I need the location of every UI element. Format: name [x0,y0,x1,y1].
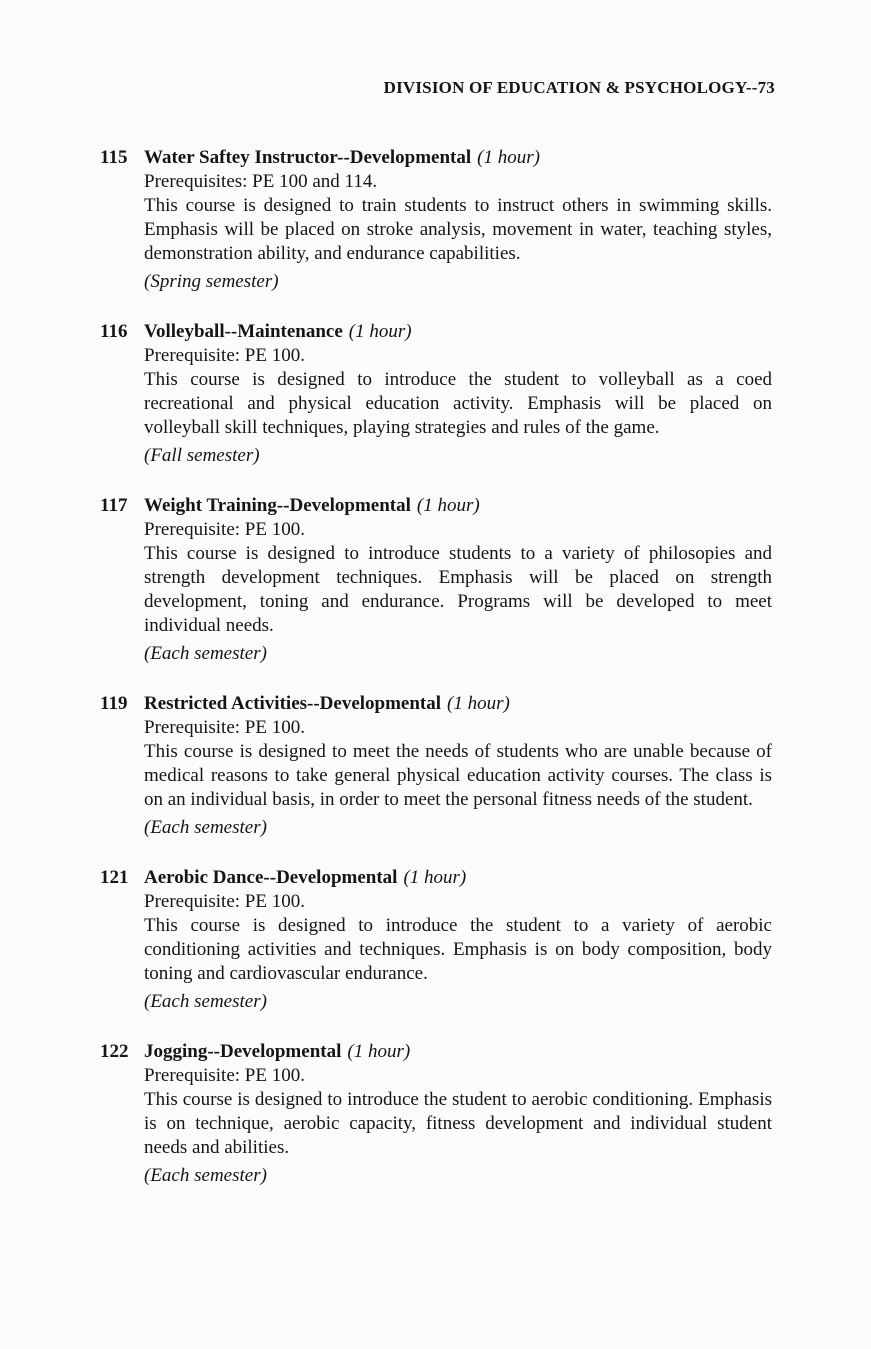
course-semester: (Each semester) [144,817,267,838]
course-title: Volleyball--Maintenance [144,321,343,342]
course-number: 117 [100,495,128,516]
running-header: DIVISION OF EDUCATION & PSYCHOLOGY--73 [383,78,775,97]
course-description: This course is designed to train students to instruct others in swimming skills. Emphasis will be placed on stroke analysis, movement in water, teaching styles, demonstration ability, and endurance capabilities. [144,195,772,264]
course-number: 119 [100,693,128,714]
course-number: 115 [100,147,128,168]
course-number: 116 [100,321,128,342]
course-title: Aerobic Dance--Developmental [144,867,398,888]
course-description: This course is designed to introduce the student to volleyball as a coed recreational and physical education activity. Emphasis will be placed on volleyball skill techniques, playing strategies and rules of the game. [144,369,772,438]
course-hours: (1 hour) [347,1041,411,1062]
course-title: Jogging--Developmental [144,1041,342,1062]
course-body [144,890,772,1014]
course-description: This course is designed to meet the needs of students who are unable because of medical reasons to take general physical education activity courses. The class is on an individual basis, in order to meet the personal fitness needs of the student. [144,741,772,810]
course-entry-116 [100,320,772,468]
course-hours: (1 hour) [447,693,510,714]
course-list [100,146,772,1214]
course-body [144,170,772,294]
course-body [144,518,772,666]
course-prerequisite: Prerequisite: PE 100. [144,717,305,738]
course-heading [100,146,772,170]
course-prerequisite: Prerequisite: PE 100. [144,519,305,540]
course-heading [100,320,772,344]
course-hours: (1 hour) [403,867,467,888]
course-number: 122 [100,1041,129,1062]
course-hours: (1 hour) [348,321,412,342]
course-prerequisite: Prerequisite: PE 100. [144,1065,305,1086]
course-prerequisite: Prerequisite: PE 100. [144,891,305,912]
course-description: This course is designed to introduce students to a variety of philosopies and strength development techniques. Emphasis will be placed on strength development, toning and endurance. Programs will be developed to meet individual needs. [144,543,772,636]
course-prerequisite: Prerequisites: PE 100 and 114. [144,171,378,192]
course-title: Weight Training--Developmental [144,495,411,516]
course-heading [100,1040,772,1064]
course-number: 121 [100,867,129,888]
course-heading [100,494,772,518]
course-heading [100,866,772,890]
course-entry-115 [100,146,772,294]
course-entry-121 [100,866,772,1014]
course-entry-122 [100,1040,772,1188]
course-title: Restricted Activities--Developmental [144,693,442,714]
course-prerequisite: Prerequisite: PE 100. [144,345,305,366]
course-hours: (1 hour) [416,495,480,516]
course-title: Water Saftey Instructor--Developmental [144,147,472,168]
course-description: This course is designed to introduce the student to a variety of aerobic conditioning activities and techniques. Emphasis is on body composition, body toning and cardiovascular endurance. [144,915,772,984]
course-entry-117 [100,494,772,666]
course-body [144,344,772,468]
course-heading [100,692,772,716]
course-semester: (Each semester) [144,1165,267,1186]
course-entry-119 [100,692,772,840]
course-body [144,1064,772,1188]
course-description: This course is designed to introduce the student to aerobic conditioning. Emphasis is on technique, aerobic capacity, fitness development and individual student needs and abilities. [144,1089,772,1158]
course-semester: (Fall semester) [144,445,260,466]
course-semester: (Each semester) [144,991,267,1012]
course-body [144,716,772,840]
course-semester: (Spring semester) [144,271,279,292]
course-hours: (1 hour) [477,147,540,168]
course-semester: (Each semester) [144,643,267,664]
